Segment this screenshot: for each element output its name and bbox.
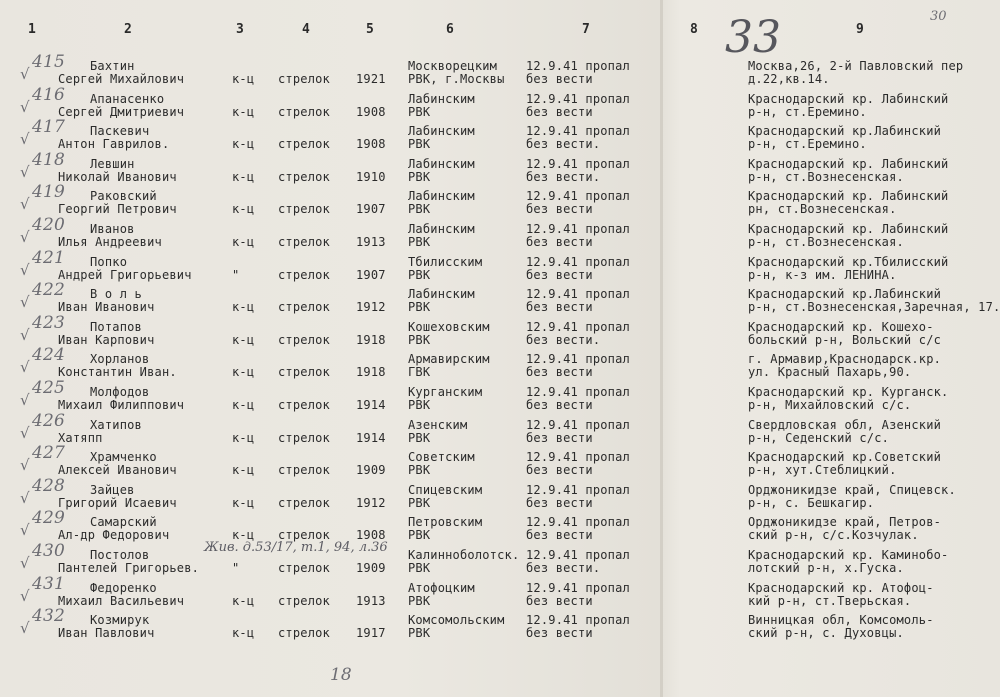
fate-date: 12.9.41 пропал [526, 91, 630, 106]
address-line-1: Краснодарский кр. Атофоц- [748, 580, 934, 595]
address-line-1: Краснодарский кр. Каминобо- [748, 548, 949, 562]
rank: к-ц [232, 137, 255, 152]
enlistment-office: Петровским [408, 515, 483, 530]
record-number: 419 [32, 182, 66, 203]
given-name: Алексей Иванович [58, 463, 177, 478]
rank: к-ц [232, 104, 255, 119]
enlistment-office-type: РВК [408, 235, 431, 249]
fate-status: без вести. [526, 169, 601, 184]
birth-year: 1914 [356, 398, 386, 412]
birth-year: 1914 [356, 430, 386, 445]
record-number: 417 [32, 117, 66, 138]
enlistment-office-type: РВК [408, 137, 431, 152]
given-name: Николай Иванович [58, 169, 177, 184]
check-mark-icon: √ [20, 423, 30, 442]
enlistment-office-type: РВК [408, 626, 431, 641]
address-line-1: Орджоникидзе край, Спицевск. [748, 482, 956, 497]
given-name: Иван Карпович [58, 332, 155, 347]
enlistment-office: Спицевским [408, 482, 483, 497]
fate-date: 12.9.41 пропал [526, 124, 630, 139]
rank: к-ц [232, 202, 255, 217]
role: стрелок [278, 72, 330, 86]
record-number: 426 [32, 410, 66, 431]
check-mark-icon: √ [20, 586, 30, 605]
fate-status: без вести [526, 626, 593, 641]
rank: к-ц [232, 235, 255, 249]
enlistment-office: Кошеховским [408, 319, 490, 334]
enlistment-office: Лабинским [408, 91, 475, 106]
birth-year: 1912 [356, 495, 386, 510]
given-name: Ал-др Федорович [58, 528, 170, 543]
address-line-2: рн, ст.Вознесенская. [748, 202, 897, 217]
list-item [0, 443, 1000, 483]
given-name: Константин Иван. [58, 365, 177, 380]
enlistment-office-type: РВК [408, 561, 431, 575]
role: стрелок [278, 202, 330, 217]
rank: к-ц [232, 463, 255, 478]
role: стрелок [278, 528, 330, 543]
enlistment-office-type: РВК [408, 169, 431, 184]
check-mark-icon: √ [20, 228, 30, 246]
enlistment-office: Лабинским [408, 222, 475, 236]
list-item [0, 345, 1000, 385]
surname: Попко [90, 254, 128, 269]
column-header-1: 1 [28, 22, 36, 37]
address-line-1: Свердловская обл, Азенский [748, 417, 942, 432]
enlistment-office-type: РВК [408, 202, 431, 217]
record-number: 429 [32, 508, 66, 529]
given-name: Сергей Дмитриевич [58, 104, 185, 119]
list-item [0, 410, 1000, 451]
margin-note: Жив. д.53/17, т.1, 94, л.36 [204, 540, 388, 555]
record-number: 418 [32, 149, 66, 170]
address-line-1: Краснодарский кр.Тбилисский [748, 254, 949, 269]
surname: В о л ь [90, 287, 142, 302]
fate-status: без вести [526, 593, 593, 608]
record-number: 425 [32, 378, 66, 398]
check-mark-icon: √ [20, 130, 30, 149]
surname: Раковский [90, 189, 157, 204]
fate-status: без вести [526, 430, 593, 445]
address-line-1: Краснодарский кр.Лабинский [748, 287, 942, 302]
address-line-1: Краснодарский кр. Курганск. [748, 385, 949, 399]
fate-status: без вести [526, 202, 593, 217]
record-number: 420 [32, 215, 66, 235]
column-header-4: 4 [302, 22, 310, 37]
rank: к-ц [232, 430, 255, 445]
fate-date: 12.9.41 пропал [526, 515, 630, 530]
role: стрелок [278, 561, 330, 575]
check-mark-icon: √ [20, 554, 30, 572]
list-item [0, 117, 1000, 157]
enlistment-office-type: РВК, г.Москвы [408, 72, 505, 86]
address-line-2: ский р-н, с/с.Козчулак. [748, 528, 919, 543]
list-item [0, 84, 1000, 125]
check-mark-icon: √ [20, 521, 30, 540]
birth-year: 1907 [356, 267, 386, 282]
fate-status: без вести [526, 463, 593, 478]
role: стрелок [278, 104, 330, 119]
address-line-2: д.22,кв.14. [748, 72, 830, 86]
address-line-1: Краснодарский кр.Советский [748, 450, 942, 465]
list-item [0, 606, 1000, 646]
enlistment-office: Армавирским [408, 352, 490, 367]
fate-status: без вести [526, 398, 593, 412]
rank: к-ц [232, 365, 255, 380]
role: стрелок [278, 332, 330, 347]
birth-year: 1918 [356, 365, 386, 380]
fate-date: 12.9.41 пропал [526, 59, 630, 73]
enlistment-office: Тбилисским [408, 254, 483, 269]
role: стрелок [278, 398, 330, 412]
address-line-2: р-н, Седенский с/с. [748, 430, 890, 445]
record-number: 430 [32, 541, 66, 561]
enlistment-office: Лабинским [408, 156, 475, 171]
list-item [0, 378, 1000, 418]
surname: Самарский [90, 515, 157, 530]
role: стрелок [278, 495, 330, 510]
birth-year: 1913 [356, 235, 386, 249]
fate-status: без вести [526, 72, 593, 86]
check-mark-icon: √ [20, 65, 30, 83]
enlistment-office: Лабинским [408, 189, 475, 204]
list-item [0, 508, 1000, 548]
given-name: Михаил Васильевич [58, 593, 185, 608]
enlistment-office: Комсомольским [408, 613, 505, 628]
birth-year: 1921 [356, 72, 386, 86]
fate-date: 12.9.41 пропал [526, 156, 630, 171]
check-mark-icon: √ [20, 260, 30, 279]
enlistment-office-type: РВК [408, 463, 431, 478]
list-item [0, 182, 1000, 222]
fate-date: 12.9.41 пропал [526, 580, 630, 595]
check-mark-icon: √ [20, 456, 30, 475]
fate-status: без вести [526, 267, 593, 282]
check-mark-icon: √ [20, 619, 30, 638]
column-header-6: 6 [446, 22, 454, 37]
record-number: 416 [32, 84, 66, 105]
fate-date: 12.9.41 пропал [526, 450, 630, 465]
birth-year: 1909 [356, 561, 386, 575]
fate-date: 12.9.41 пропал [526, 385, 630, 399]
surname: Зайцев [90, 482, 135, 497]
fate-date: 12.9.41 пропал [526, 189, 630, 204]
rank: " [232, 561, 240, 575]
enlistment-office-type: РВК [408, 495, 431, 510]
fate-date: 12.9.41 пропал [526, 319, 630, 334]
address-line-2: кий р-н, ст.Тверьская. [748, 593, 912, 608]
fate-status: без вести [526, 235, 593, 249]
column-header-3: 3 [236, 22, 244, 37]
address-line-2: ул. Красный Пахарь,90. [748, 365, 912, 380]
enlistment-office: Лабинским [408, 287, 475, 302]
role: стрелок [278, 365, 330, 380]
role: стрелок [278, 463, 330, 478]
surname: Апанасенко [90, 91, 165, 106]
record-number: 424 [32, 345, 66, 366]
page-number: 18 [330, 665, 352, 685]
check-mark-icon: √ [20, 97, 30, 116]
fate-date: 12.9.41 пропал [526, 417, 630, 432]
enlistment-office-type: РВК [408, 528, 431, 543]
fate-date: 12.9.41 пропал [526, 482, 630, 497]
address-line-1: Краснодарский кр. Лабинский [748, 222, 949, 236]
fate-date: 12.9.41 пропал [526, 548, 630, 562]
rank: к-ц [232, 300, 255, 315]
rank: к-ц [232, 72, 255, 86]
birth-year: 1907 [356, 202, 386, 217]
surname: Постолов [90, 548, 150, 562]
surname: Иванов [90, 222, 135, 236]
enlistment-office: Лабинским [408, 124, 475, 139]
address-line-2: р-н, ст.Еремино. [748, 137, 867, 152]
surname: Козмирук [90, 613, 150, 628]
given-name: Михаил Филиппович [58, 398, 185, 412]
column-header-9: 9 [856, 22, 864, 37]
rank: к-ц [232, 495, 255, 510]
enlistment-office-type: РВК [408, 398, 431, 412]
address-line-1: Краснодарский кр.Лабинский [748, 124, 942, 139]
check-mark-icon: √ [20, 488, 30, 507]
enlistment-office-type: РВК [408, 267, 431, 282]
role: стрелок [278, 430, 330, 445]
address-line-2: р-н, ст.Вознесенская. [748, 235, 904, 249]
column-header-2: 2 [124, 22, 132, 37]
check-mark-icon: √ [20, 293, 30, 312]
birth-year: 1908 [356, 137, 386, 152]
rank: к-ц [232, 332, 255, 347]
given-name: Андрей Григорьевич [58, 267, 192, 282]
enlistment-office-type: РВК [408, 430, 431, 445]
address-line-2: р-н, ст.Вознесенская. [748, 169, 904, 184]
role: стрелок [278, 235, 330, 249]
address-line-1: Краснодарский кр. Лабинский [748, 91, 949, 106]
birth-year: 1908 [356, 528, 386, 543]
birth-year: 1913 [356, 593, 386, 608]
fate-date: 12.9.41 пропал [526, 254, 630, 269]
fate-date: 12.9.41 пропал [526, 352, 630, 367]
rank: к-ц [232, 626, 255, 641]
surname: Потапов [90, 319, 142, 334]
address-line-1: Орджоникидзе край, Петров- [748, 515, 942, 530]
given-name: Иван Павлович [58, 626, 155, 641]
check-mark-icon: √ [20, 195, 30, 214]
given-name: Григорий Исаевич [58, 495, 177, 510]
address-line-1: Краснодарский кр. Лабинский [748, 156, 949, 171]
address-line-2: больский р-н, Вольский с/с [748, 332, 942, 347]
rank: к-ц [232, 528, 255, 543]
record-number: 421 [32, 247, 66, 268]
address-line-1: Краснодарский кр. Лабинский [748, 189, 949, 204]
fate-date: 12.9.41 пропал [526, 222, 630, 236]
fate-status: без вести. [526, 332, 601, 347]
surname: Хорланов [90, 352, 150, 367]
fate-status: без вести [526, 300, 593, 315]
record-number: 422 [32, 280, 66, 301]
enlistment-office-type: РВК [408, 593, 431, 608]
address-line-2: лотский р-н, х.Гуска. [748, 561, 904, 575]
role: стрелок [278, 137, 330, 152]
handwritten-sheet-number: 33 [725, 12, 781, 63]
fate-status: без вести [526, 365, 593, 380]
fate-date: 12.9.41 пропал [526, 613, 630, 628]
check-mark-icon: √ [20, 162, 30, 181]
address-line-1: Краснодарский кр. Кошехо- [748, 319, 934, 334]
record-number: 427 [32, 443, 66, 464]
enlistment-office-type: РВК [408, 300, 431, 315]
birth-year: 1918 [356, 332, 386, 347]
record-number: 423 [32, 312, 66, 333]
birth-year: 1917 [356, 626, 386, 641]
rank: к-ц [232, 398, 255, 412]
column-header-8: 8 [690, 22, 698, 37]
list-item [0, 280, 1000, 320]
record-number: 432 [32, 606, 66, 627]
given-name: Антон Гаврилов. [58, 137, 170, 152]
surname: Паскевич [90, 124, 150, 139]
enlistment-office: Азенским [408, 417, 468, 432]
surname: Молфодов [90, 385, 150, 399]
enlistment-office: Курганским [408, 385, 483, 399]
enlistment-office-type: РВК [408, 104, 431, 119]
address-line-1: Винницкая обл, Комсомоль- [748, 613, 934, 628]
column-header-5: 5 [366, 22, 374, 37]
address-line-1: Москва,26, 2-й Павловский пер [748, 59, 964, 73]
address-line-2: р-н, хут.Стеблицкий. [748, 463, 897, 478]
role: стрелок [278, 300, 330, 315]
enlistment-office: Атофоцким [408, 580, 475, 595]
fate-status: без вести. [526, 137, 601, 152]
list-item [0, 52, 1000, 92]
address-line-2: р-н, Михайловский с/с. [748, 398, 912, 412]
surname: Бахтин [90, 59, 135, 73]
surname: Храмченко [90, 450, 157, 465]
given-name: Илья Андреевич [58, 235, 162, 249]
surname: Левшин [90, 156, 135, 171]
enlistment-office: Советским [408, 450, 475, 465]
list-item [0, 247, 1000, 288]
surname: Хатипов [90, 417, 142, 432]
record-number: 431 [32, 573, 66, 594]
address-line-2: р-н, ст.Вознесенская,Заречная, 17. [748, 300, 1000, 315]
rank: " [232, 267, 240, 282]
check-mark-icon: √ [20, 325, 30, 344]
enlistment-office: Калинноболотск. [408, 548, 520, 562]
surname: Федоренко [90, 580, 157, 595]
address-line-2: ский р-н, с. Духовцы. [748, 626, 904, 641]
role: стрелок [278, 626, 330, 641]
fate-status: без вести [526, 104, 593, 119]
rank: к-ц [232, 593, 255, 608]
enlistment-office-type: РВК [408, 332, 431, 347]
given-name: Хатяпп [58, 430, 103, 445]
enlistment-office: Москворецким [408, 59, 498, 73]
given-name: Пантелей Григорьев. [58, 561, 200, 575]
address-line-2: р-н, ст.Еремино. [748, 104, 867, 119]
given-name: Сергей Михайлович [58, 72, 185, 86]
enlistment-office-type: ГВК [408, 365, 431, 380]
list-item [0, 573, 1000, 614]
check-mark-icon: √ [20, 358, 30, 377]
birth-year: 1912 [356, 300, 386, 315]
record-number: 415 [32, 52, 66, 72]
fate-status: без вести [526, 528, 593, 543]
record-number: 428 [32, 475, 66, 496]
fate-date: 12.9.41 пропал [526, 287, 630, 302]
given-name: Иван Иванович [58, 300, 155, 315]
birth-year: 1908 [356, 104, 386, 119]
role: стрелок [278, 169, 330, 184]
list-item [0, 312, 1000, 353]
rank: к-ц [232, 169, 255, 184]
column-header-7: 7 [582, 22, 590, 37]
list-item [0, 215, 1000, 255]
role: стрелок [278, 267, 330, 282]
fate-status: без вести. [526, 561, 601, 575]
list-item [0, 149, 1000, 190]
given-name: Георгий Петрович [58, 202, 177, 217]
role: стрелок [278, 593, 330, 608]
check-mark-icon: √ [20, 391, 30, 409]
birth-year: 1910 [356, 169, 386, 184]
corner-page-number: 30 [930, 9, 947, 24]
address-line-2: р-н, к-з им. ЛЕНИНА. [748, 267, 897, 282]
address-line-1: г. Армавир,Краснодарск.кр. [748, 352, 942, 367]
fate-status: без вести [526, 495, 593, 510]
address-line-2: р-н, с. Бешкагир. [748, 495, 875, 510]
list-item [0, 475, 1000, 516]
birth-year: 1909 [356, 463, 386, 478]
